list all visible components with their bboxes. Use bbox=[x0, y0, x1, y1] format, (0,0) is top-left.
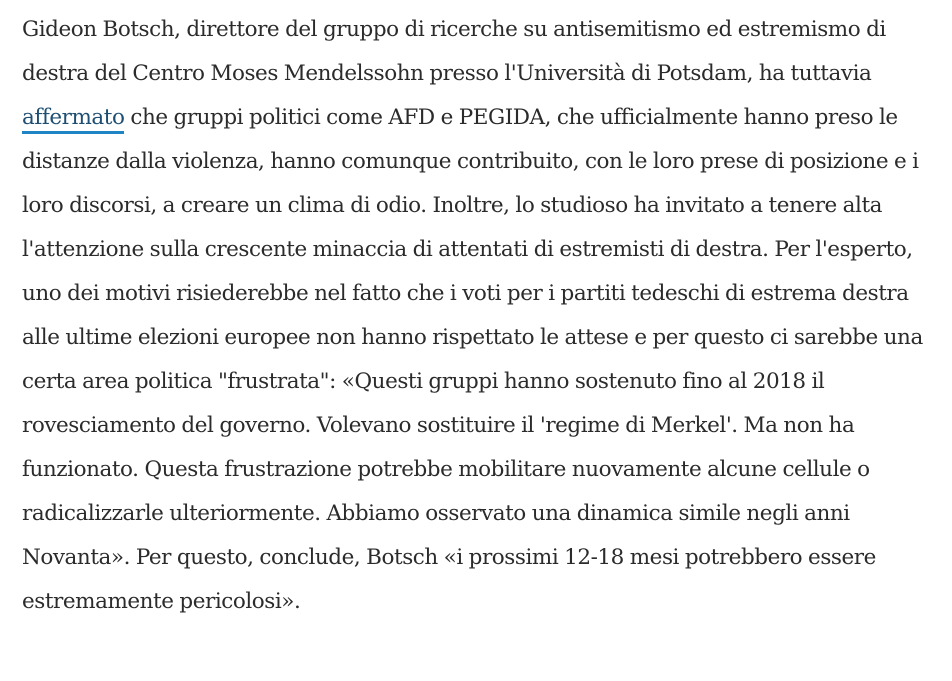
article-paragraph bbox=[22, 8, 940, 624]
paragraph-text-before-link: Gideon Botsch, direttore del gruppo di ricerche su antisemitismo ed estremismo di destra del Centro Moses Mendelssohn presso l'Università di Potsdam, ha tuttavia bbox=[22, 17, 886, 86]
affermato-link[interactable]: affermato bbox=[22, 105, 124, 134]
paragraph-text-after-link: che gruppi politici come AFD e PEGIDA, che ufficialmente hanno preso le distanze dalla violenza, hanno comunque contribuito, con le loro prese di posizione e i loro discorsi, a creare un clima di odio. Inoltre, lo studioso ha invitato a tenere alta l'attenzione sulla crescente minaccia di attentati di estremisti di destra. Per l'esperto, uno dei motivi risiederebbe nel fatto che i voti per i partiti tedeschi di estrema destra alle ultime elezioni europee non hanno rispettato le attese e per questo ci sarebbe una certa area politica "frustrata": «Questi gruppi hanno sostenuto fino al 2018 il rovesciamento del governo. Volevano sostituire il 'regime di Merkel'. Ma non ha funzionato. Questa frustrazione potrebbe mobilitare nuovamente alcune cellule o radicalizzarle ulteriormente. Abbiamo osservato una dinamica simile negli anni Novanta». Per questo, conclude, Botsch «i prossimi 12-18 mesi potrebbero essere estremamente pericolosi». bbox=[22, 105, 923, 614]
article-body bbox=[22, 8, 940, 624]
